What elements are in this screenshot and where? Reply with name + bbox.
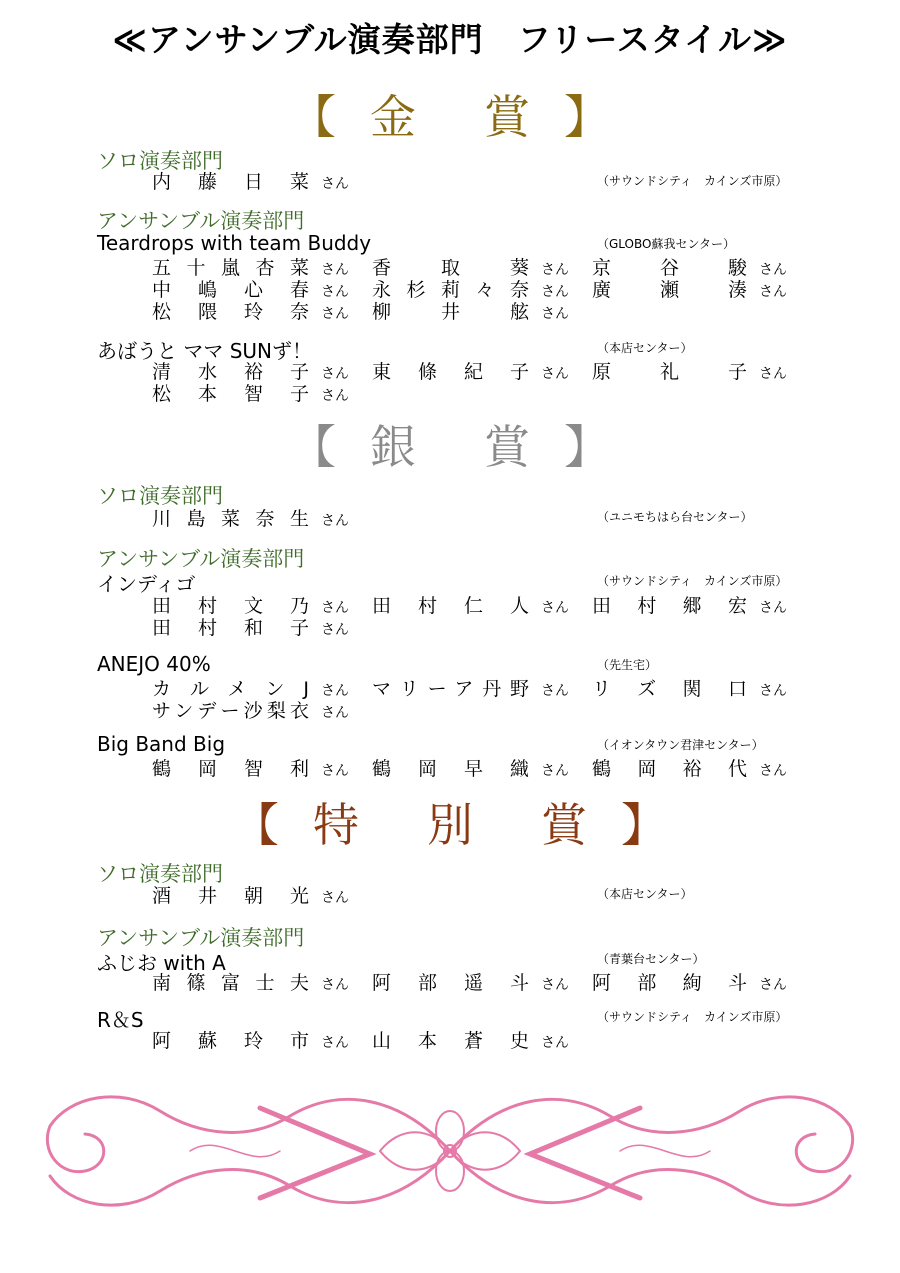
category-label: アンサンブル演奏部門 — [97, 547, 305, 571]
category-label: ソロ演奏部門 — [97, 149, 223, 173]
name-entry: 東條紀子 さん — [372, 361, 569, 383]
group-name: Big Band Big — [97, 732, 226, 756]
name-entry: 南篠富士夫 さん — [152, 972, 349, 994]
group-name: インディゴ — [97, 572, 196, 596]
name-entry: 鶴岡智利 さん — [152, 758, 349, 780]
group-name: あばうと ママ SUNず！ — [97, 339, 313, 363]
name-entry: 川島菜奈生 さん — [152, 508, 349, 530]
category-label: アンサンブル演奏部門 — [97, 209, 305, 233]
location-label: （先生宅） — [597, 658, 658, 672]
name-entry: サンデー沙梨衣 さん — [152, 700, 349, 722]
location-label: （ユニモちはら台センター） — [597, 510, 753, 524]
category-label: ソロ演奏部門 — [97, 484, 223, 508]
location-label: （サウンドシティ カインズ市原） — [597, 1010, 788, 1024]
name-entry: 柳井舷 さん — [372, 301, 569, 323]
name-entry: リズ関口 さん — [592, 678, 787, 700]
location-label: （GLOBO蘇我センター） — [597, 237, 735, 251]
page-title: ≪アンサンブル演奏部門 フリースタイル≫ — [112, 20, 788, 59]
name-entry: 京谷駿 さん — [592, 257, 787, 279]
award-heading-silver: 【 銀 賞 】 — [290, 420, 610, 474]
location-label: （青葉台センター） — [597, 952, 705, 966]
group-name: R＆S — [97, 1008, 144, 1032]
pink-flourish-ornament — [40, 1076, 860, 1226]
name-entry: 香取葵 さん — [372, 257, 569, 279]
name-entry: 中嶋心春 さん — [152, 279, 349, 301]
name-entry: 松隈玲奈 さん — [152, 301, 349, 323]
name-entry: 田村文乃 さん — [152, 595, 349, 617]
group-name: ふじお with A — [97, 951, 226, 975]
name-entry: 田村郷宏 さん — [592, 595, 787, 617]
location-label: （本店センター） — [597, 341, 693, 355]
name-entry: カルメンJ さん — [152, 678, 349, 700]
location-label: （イオンタウン君津センター） — [597, 738, 764, 752]
name-entry: マリーア丹野 さん — [372, 678, 569, 700]
name-entry: 阿部絢斗 さん — [592, 972, 787, 994]
name-entry: 山本蒼史 さん — [372, 1030, 569, 1052]
name-entry: 五十嵐杏菜 さん — [152, 257, 349, 279]
category-label: ソロ演奏部門 — [97, 862, 223, 886]
group-name: ANEJO 40% — [97, 652, 211, 676]
name-entry: 内藤日菜 さん — [152, 171, 349, 193]
category-label: アンサンブル演奏部門 — [97, 926, 305, 950]
award-heading-special: 【 特 別 賞 】 — [233, 798, 667, 852]
name-entry: 清水裕子 さん — [152, 361, 349, 383]
name-entry: 酒井朝光 さん — [152, 885, 349, 907]
name-entry: 原礼子 さん — [592, 361, 787, 383]
name-entry: 田村仁人 さん — [372, 595, 569, 617]
name-entry: 阿蘇玲市 さん — [152, 1030, 349, 1052]
group-name: Teardrops with team Buddy — [97, 231, 372, 255]
name-entry: 松本智子 さん — [152, 383, 349, 405]
name-entry: 田村和子 さん — [152, 617, 349, 639]
location-label: （本店センター） — [597, 887, 693, 901]
name-entry: 永杉莉々奈 さん — [372, 279, 569, 301]
name-entry: 鶴岡早織 さん — [372, 758, 569, 780]
name-entry: 阿部遥斗 さん — [372, 972, 569, 994]
award-heading-gold: 【 金 賞 】 — [290, 90, 610, 144]
name-entry: 鶴岡裕代 さん — [592, 758, 787, 780]
name-entry: 廣瀬湊 さん — [592, 279, 787, 301]
location-label: （サウンドシティ カインズ市原） — [597, 174, 788, 188]
location-label: （サウンドシティ カインズ市原） — [597, 574, 788, 588]
